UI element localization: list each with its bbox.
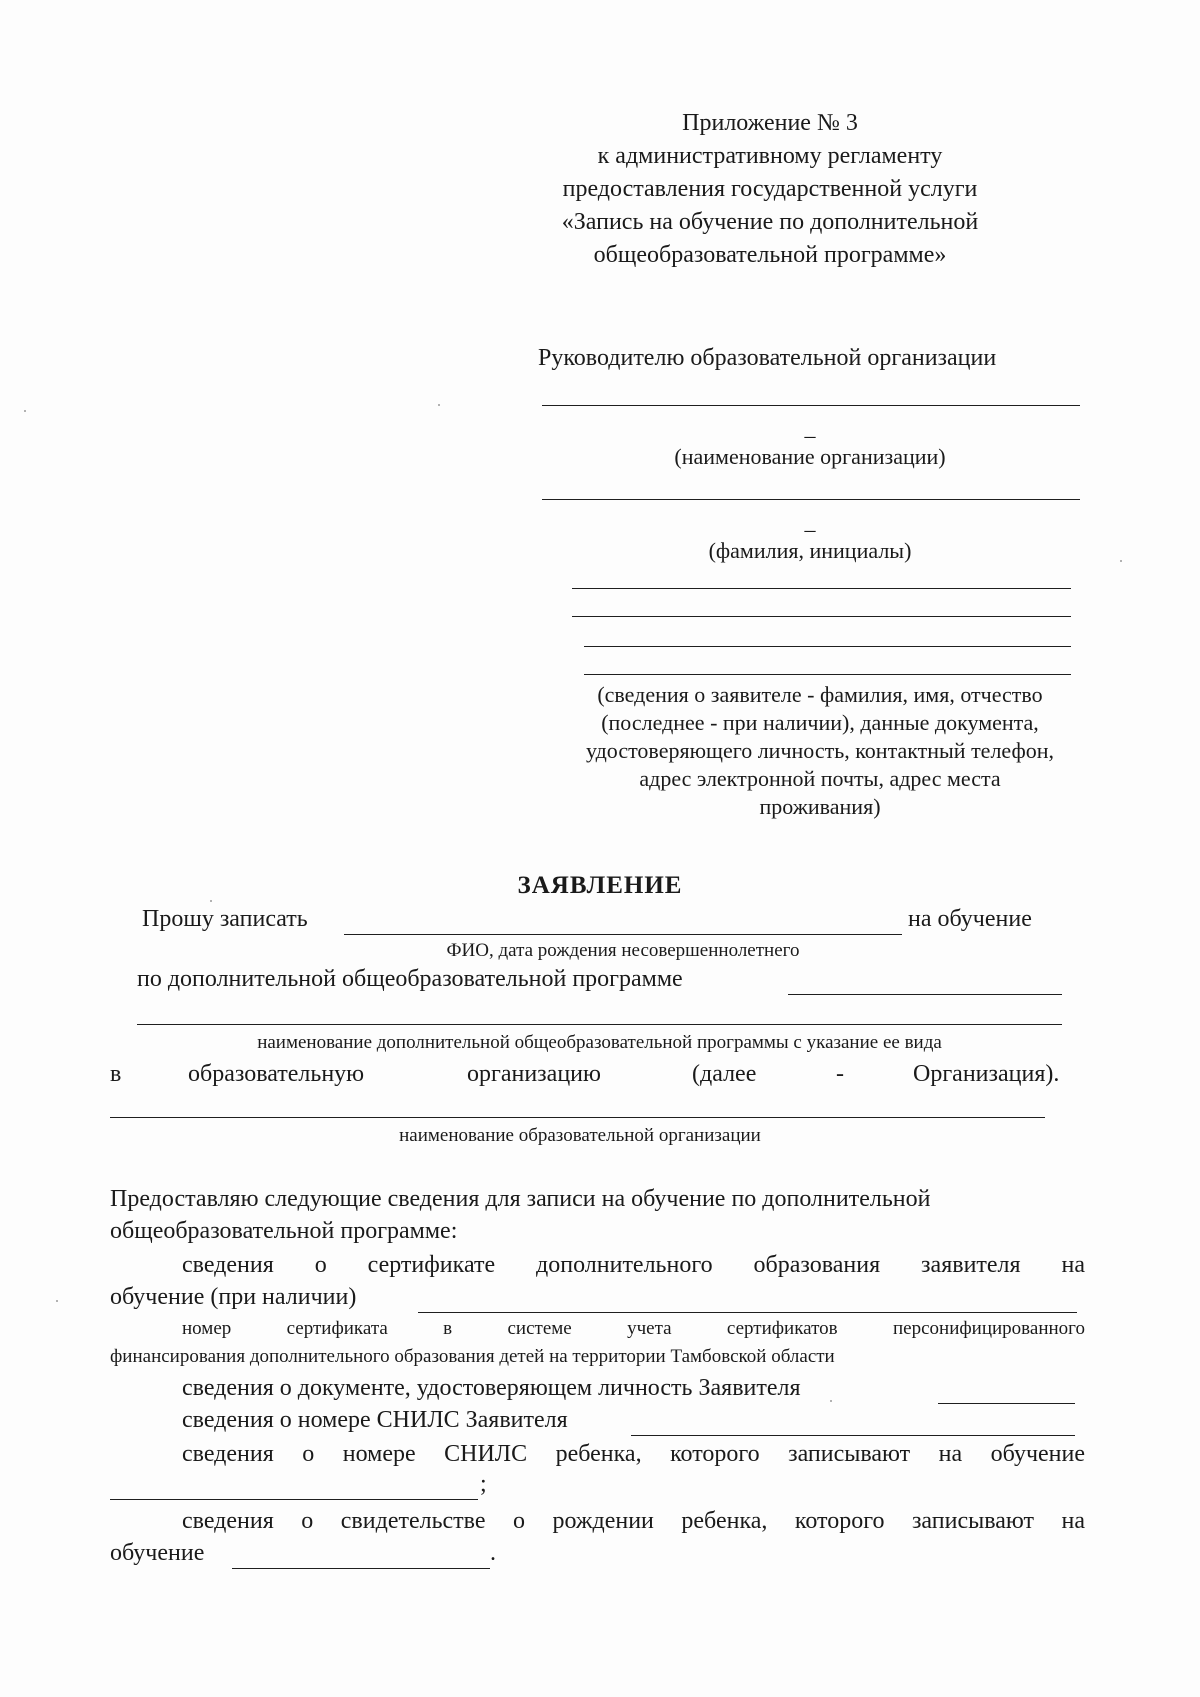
certificate-line-2: обучение (при наличии): [110, 1284, 357, 1310]
birth-certificate-line-2: обучение: [110, 1540, 205, 1566]
id-document-blank: [938, 1403, 1075, 1404]
applicant-line-4: [584, 674, 1071, 675]
snils-applicant-label: сведения о номере СНИЛС Заявителя: [182, 1407, 568, 1433]
program-label: по дополнительной общеобразовательной программе: [137, 966, 683, 992]
applicant-caption-2: (последнее - при наличии), данные документа,: [601, 710, 1039, 735]
applicant-caption-4: адрес электронной почты, адрес места: [639, 766, 1001, 791]
program-caption: наименование дополнительной общеобразовательной программы с указание ее вида: [257, 1032, 942, 1053]
snils-child-semicolon: ;: [480, 1471, 487, 1497]
org-word-5: -: [836, 1061, 844, 1087]
to-study-label: на обучение: [908, 906, 1032, 932]
provide-line-1: Предоставляю следующие сведения для записи на обучение по дополнительной: [110, 1186, 931, 1212]
scan-speck: [210, 900, 212, 902]
org-word-4: (далее: [692, 1061, 757, 1087]
snils-child-blank: [110, 1499, 478, 1500]
head-name-caption: (фамилия, инициалы): [708, 538, 912, 563]
provide-line-2: общеобразовательной программе:: [110, 1218, 458, 1244]
scan-speck: [830, 1400, 832, 1402]
document-title: ЗАЯВЛЕНИЕ: [517, 872, 683, 899]
org-name-blank-caption: наименование образовательной организации: [399, 1125, 761, 1146]
id-document-label: сведения о документе, удостоверяющем личность Заявителя: [182, 1375, 801, 1401]
scan-speck: [56, 1300, 58, 1302]
scan-speck: [24, 410, 26, 412]
addressee-label: Руководителю образовательной организации: [538, 345, 997, 371]
dash-mark-1: _: [804, 415, 816, 440]
program-line-1: [788, 994, 1062, 995]
certificate-caption-1: номер сертификата в системе учета сертификатов персонифицированного: [182, 1318, 1085, 1339]
applicant-caption-3: удостоверяющего личность, контактный телефон,: [585, 738, 1054, 763]
org-word-6: Организация).: [913, 1061, 1060, 1087]
applicant-line-2: [572, 616, 1071, 617]
appendix-title: Приложение № 3: [682, 110, 858, 136]
dash-mark-2: _: [804, 509, 816, 534]
org-name-blank-line: [110, 1117, 1045, 1118]
org-name-caption: (наименование организации): [674, 444, 946, 469]
applicant-caption-1: (сведения о заявителе - фамилия, имя, отчество: [597, 682, 1043, 707]
scan-speck: [438, 404, 440, 406]
certificate-line-1: сведения о сертификате дополнительного образования заявителя на: [182, 1252, 1085, 1278]
applicant-line-3: [584, 646, 1071, 647]
birth-certificate-line-1: сведения о свидетельстве о рождении ребенка, которого записывают на: [182, 1508, 1085, 1534]
org-word-1: в: [110, 1061, 122, 1087]
birth-certificate-period: .: [490, 1540, 496, 1566]
appendix-line-5: общеобразовательной программе»: [593, 242, 947, 268]
child-caption: ФИО, дата рождения несовершеннолетнего: [446, 940, 800, 961]
appendix-line-2: к административному регламенту: [597, 143, 943, 169]
org-word-3: организацию: [467, 1061, 601, 1087]
snils-child-label: сведения о номере СНИЛС ребенка, которого записывают на обучение: [182, 1441, 1085, 1467]
scan-speck: [1120, 560, 1122, 562]
applicant-line-1: [572, 588, 1071, 589]
child-name-line: [344, 934, 902, 935]
org-word-2: образовательную: [188, 1061, 365, 1087]
applicant-caption-5: проживания): [759, 794, 881, 819]
head-name-line: [542, 499, 1080, 500]
request-label: Прошу записать: [142, 906, 308, 932]
program-line-2: [137, 1024, 1062, 1025]
org-name-line: [542, 405, 1080, 406]
appendix-line-4: «Запись на обучение по дополнительной: [561, 209, 979, 235]
birth-certificate-blank: [232, 1568, 490, 1569]
certificate-caption-2: финансирования дополнительного образования детей на территории Тамбовской области: [110, 1346, 835, 1367]
appendix-line-3: предоставления государственной услуги: [562, 176, 978, 202]
snils-applicant-blank: [631, 1435, 1075, 1436]
certificate-blank: [418, 1312, 1077, 1313]
